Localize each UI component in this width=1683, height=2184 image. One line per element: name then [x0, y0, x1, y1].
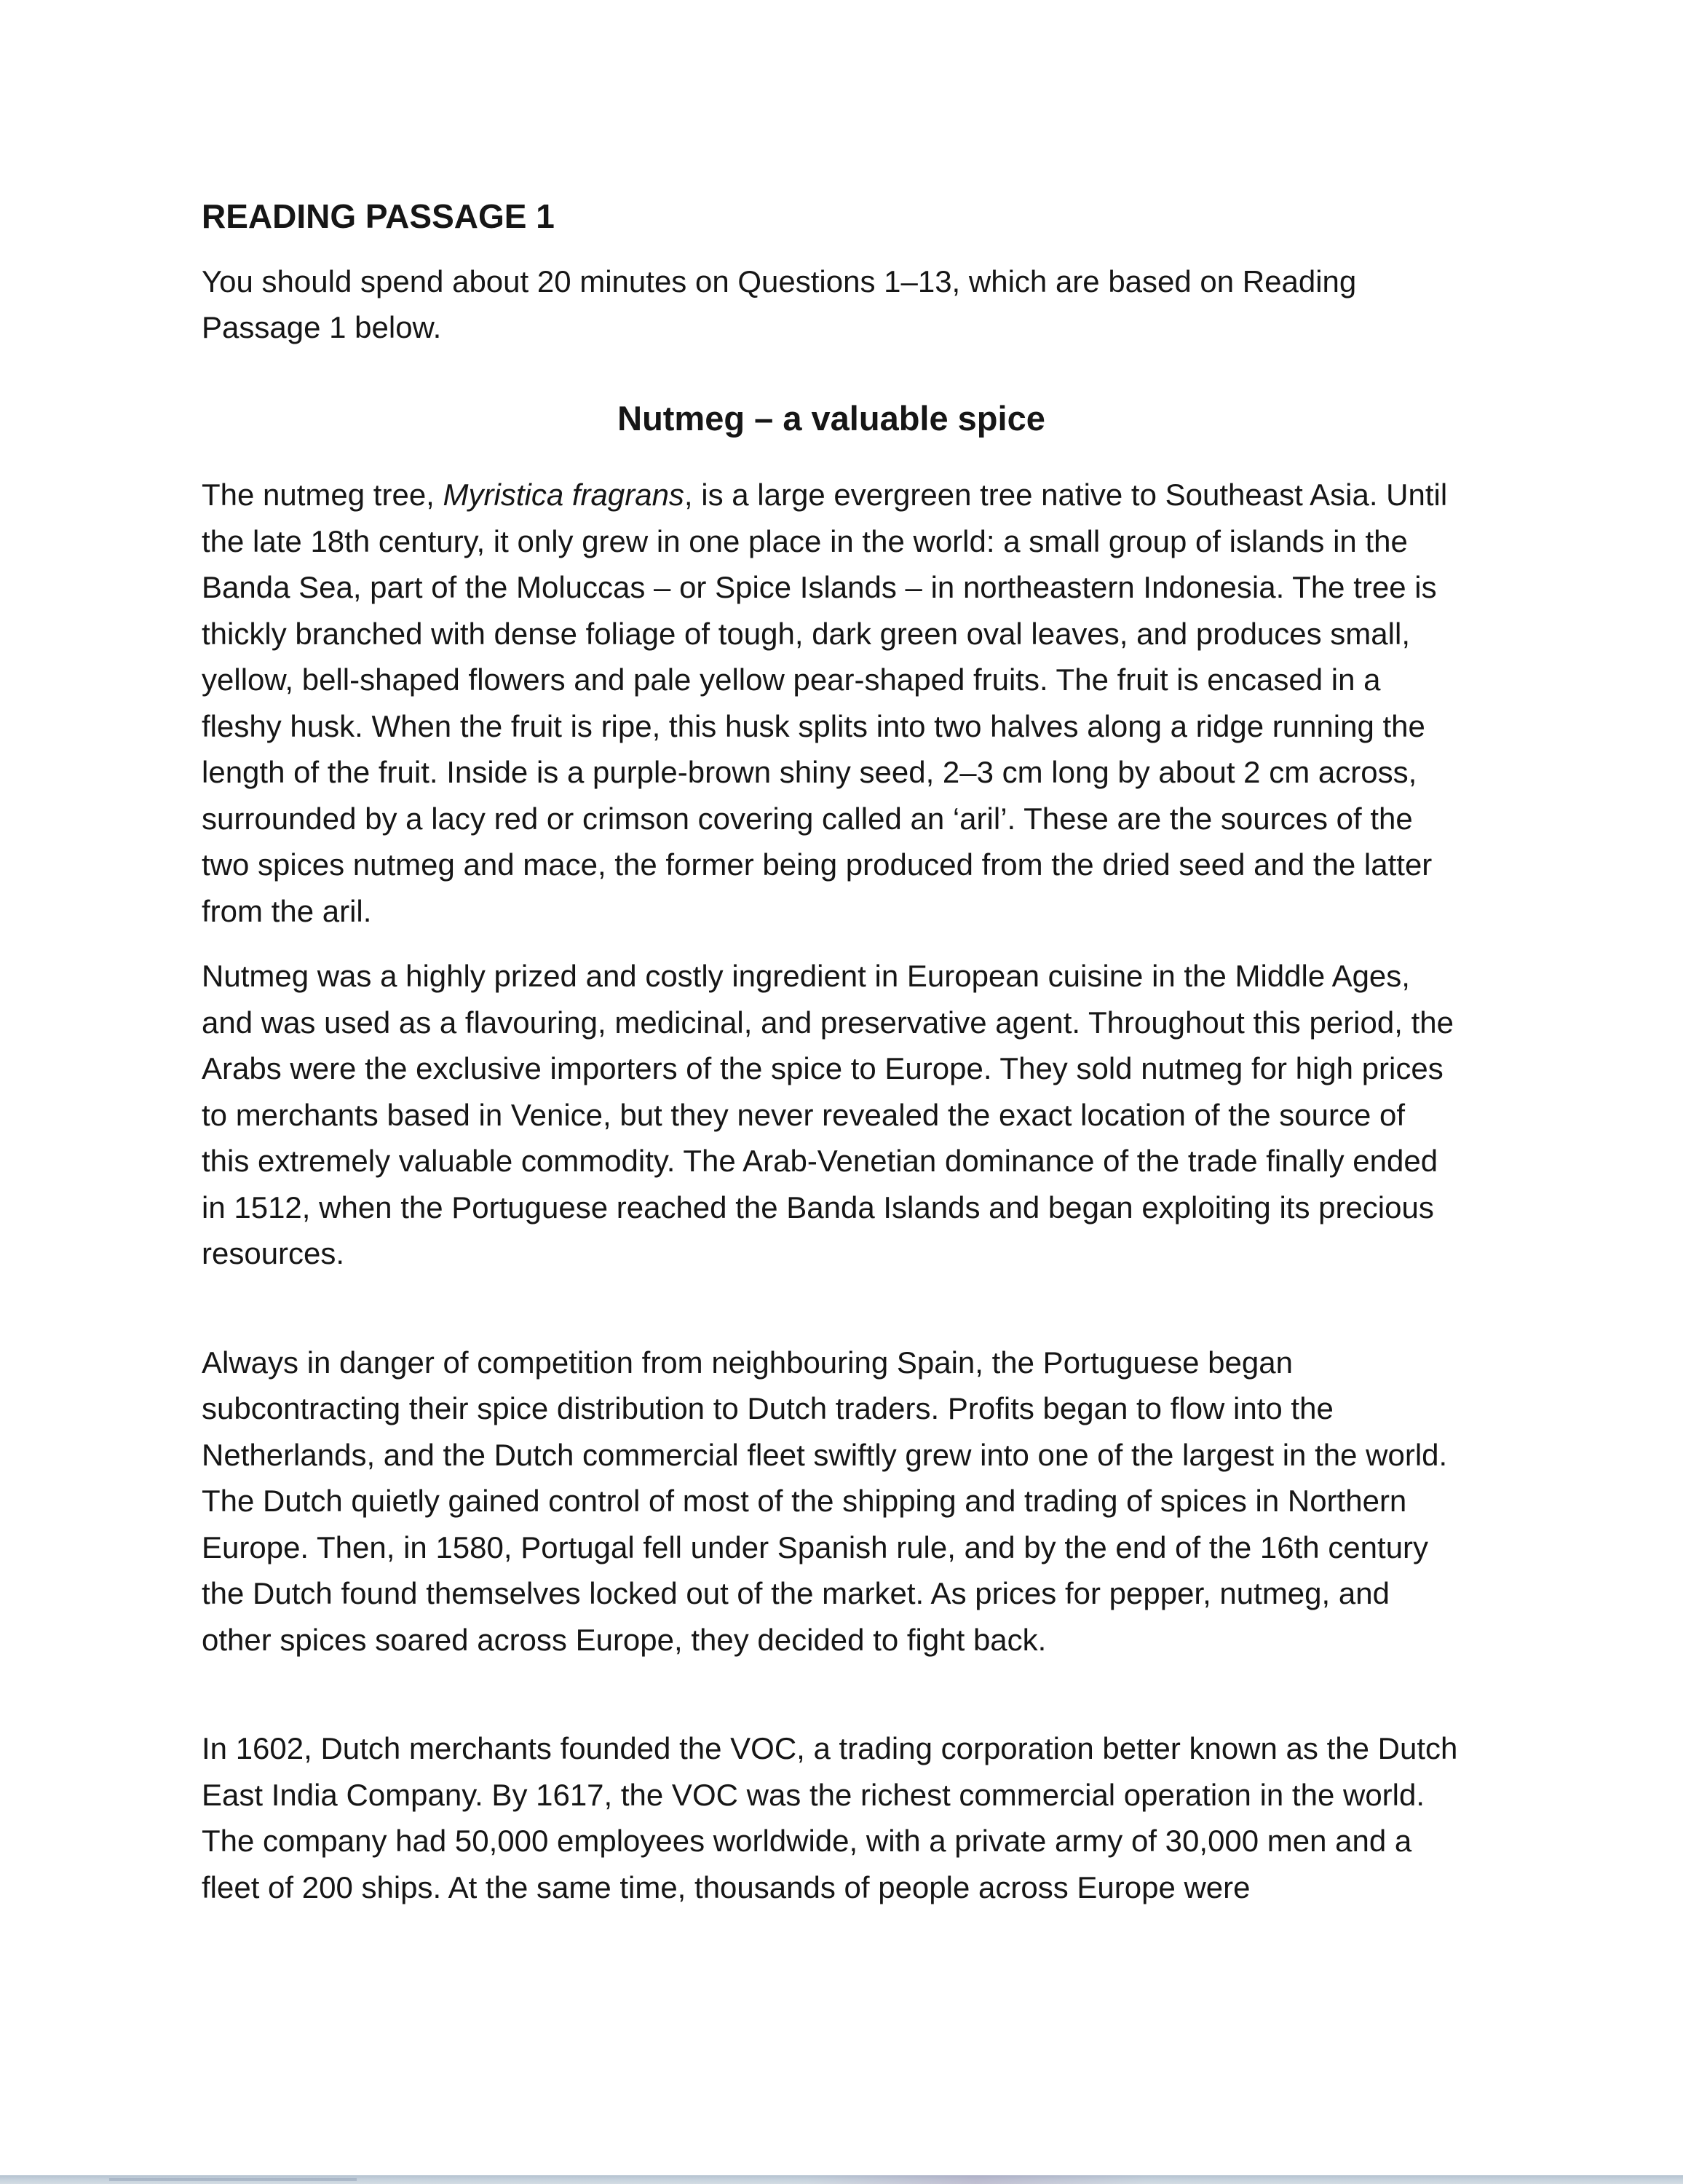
paragraph-1-text-continued: , is a large evergreen tree native to Southeast Asia. Until the late 18th century, it only grew in one place in the world: a small group of islands in the Banda Sea, part of the Moluccas – or Spice Islands – in northeastern Indonesia. The tree is thickly branched with dense foliage of tough, dark green oval leaves, and produces small, yellow, bell-shaped flowers and pale yellow pear-shaped fruits. The fruit is encased in a fleshy husk. When the fruit is ripe, this husk splits into two halves along a ridge running the length of the fruit. Inside is a purple-brown shiny seed, 2–3 cm long by about 2 cm across, surrounded by a lacy red or crimson covering called an ‘aril’. These are the sources of the two spices nutmeg and mace, the former being produced from the dried seed and the latter from the aril. — [202, 478, 1448, 928]
paragraph-3 — [202, 1340, 1461, 1663]
section-heading: READING PASSAGE 1 — [202, 197, 555, 235]
paragraph-4-text: In 1602, Dutch merchants founded the VOC, a trading corporation better known as the Dutch East India Company. By 1617, the VOC was the richest commercial operation in the world. The company had 50,000 employees worldwide, with a private army of 30,000 men and a fleet of 200 ships. At the same time, thousands of people across Europe were — [202, 1731, 1458, 1904]
instructions-text: You should spend about 20 minutes on Questions 1–13, which are based on Reading Passage 1 below. — [202, 264, 1357, 345]
species-name-italic: Myristica fragrans — [443, 478, 684, 513]
paragraph-2-text: Nutmeg was a highly prized and costly ingredient in European cuisine in the Middle Ages, and was used as a flavouring, medicinal, and preservative agent. Throughout this period, the Arabs were the exclusive importers of the spice to Europe. They sold nutmeg for high prices to merchants based in Venice, but they never revealed the exact location of the source of this extremely valuable commodity. The Arab-Venetian dominance of the trade finally ended in 1512, when the Portuguese reached the Banda Islands and began exploiting its precious resources. — [202, 959, 1454, 1271]
paragraph-2 — [202, 953, 1461, 1277]
passage-title: Nutmeg – a valuable spice — [617, 399, 1045, 438]
paragraph-1 — [202, 472, 1461, 934]
paragraph-1-text: The nutmeg tree, — [202, 478, 443, 513]
page-bottom-divider — [0, 2175, 1683, 2184]
paragraph-4 — [202, 1725, 1461, 1910]
next-page-edge-marks — [109, 2178, 357, 2181]
paragraph-3-text: Always in danger of competition from neighbouring Spain, the Portuguese began subcontracting their spice distribution to Dutch traders. Profits began to flow into the Netherlands, and the Dutch commercial fleet swiftly grew into one of the largest in the world. The Dutch quietly gained control of most of the shipping and trading of spices in Northern Europe. Then, in 1580, Portugal fell under Spanish rule, and by the end of the 16th century the Dutch found themselves locked out of the market. As prices for pepper, nutmeg, and other spices soared across Europe, they decided to fight back. — [202, 1345, 1448, 1657]
